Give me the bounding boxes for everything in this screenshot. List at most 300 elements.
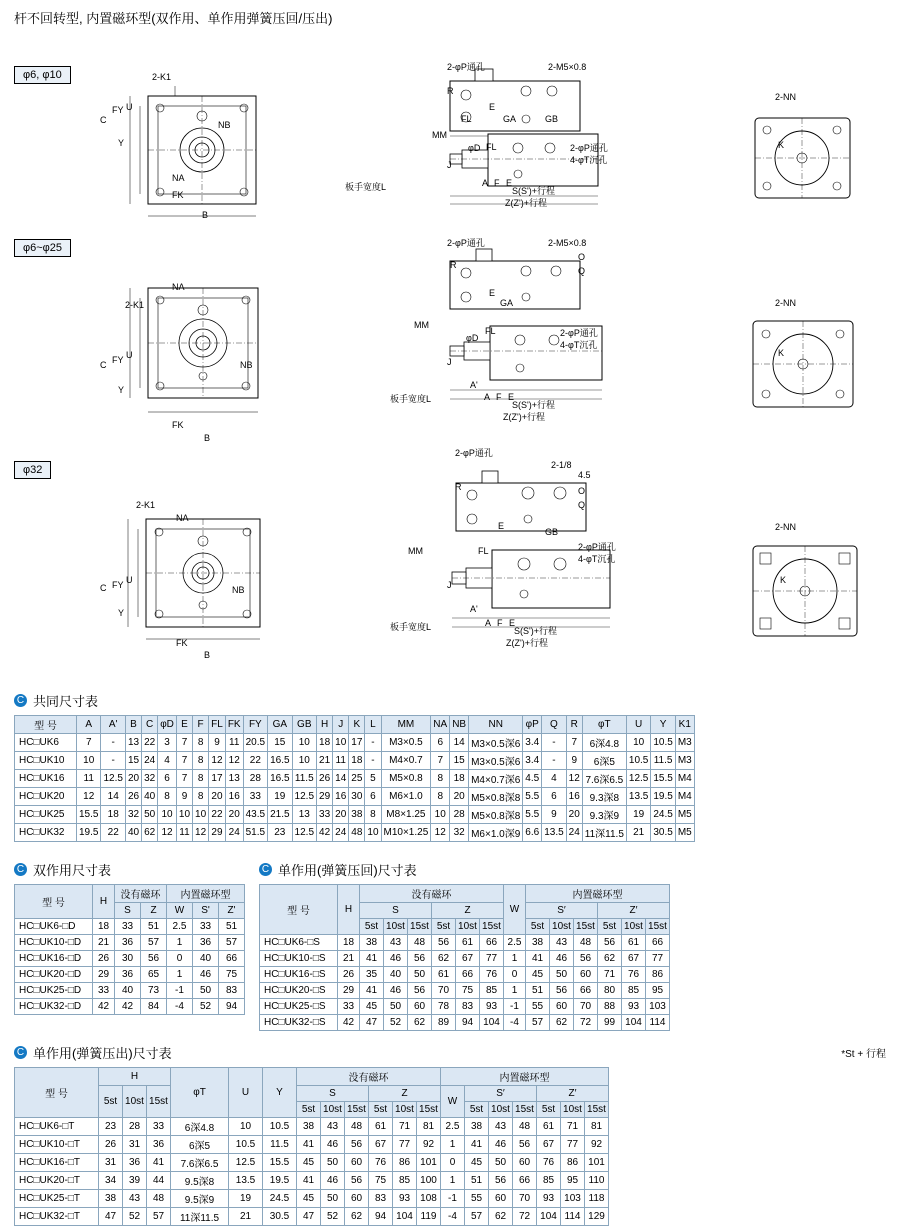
table-cell: 43 <box>123 1190 147 1208</box>
table-cell: 33 <box>115 919 141 935</box>
column-header: 没有磁环 <box>297 1068 441 1086</box>
table-cell: M3×0.5深6 <box>469 752 523 770</box>
fig2-label-2nn: 2-NN <box>775 298 797 308</box>
table-cell: 45 <box>360 999 384 1015</box>
table-cell: 9.3深8 <box>582 788 626 806</box>
fig2-label-fl: FL <box>485 326 496 336</box>
table-row <box>15 999 245 1015</box>
table-cell: 67 <box>537 1136 561 1154</box>
fig3-label-e: E <box>498 521 505 531</box>
column-header: 10st <box>456 919 480 935</box>
fig3-label-pht: 4-φT沉孔 <box>578 554 616 564</box>
table-cell: 25 <box>349 770 365 788</box>
table-cell: 52 <box>384 1015 408 1031</box>
table-cell: 14 <box>333 770 349 788</box>
table-cell: 70 <box>513 1190 537 1208</box>
fig3-label-218: 2-1/8 <box>551 460 572 470</box>
table-cell: 56 <box>408 951 432 967</box>
column-header: φT <box>582 716 626 734</box>
table-cell: 36 <box>193 935 219 951</box>
table-cell: 48 <box>147 1190 171 1208</box>
figure-tag-3: φ32 <box>14 461 51 479</box>
table-cell: 42 <box>115 999 141 1015</box>
fig2-label-pht: 4-φT沉孔 <box>560 340 598 350</box>
column-header: 5st <box>432 919 456 935</box>
table-row <box>260 967 670 983</box>
table-cell: 85 <box>537 1172 561 1190</box>
table-cell: 30 <box>115 951 141 967</box>
table-cell: M10×1.25 <box>381 824 431 842</box>
column-header: S′ <box>465 1086 537 1102</box>
table-cell: 26 <box>338 967 360 983</box>
column-header: Q <box>542 716 566 734</box>
table-cell: 71 <box>561 1118 585 1136</box>
column-header: 10st <box>321 1102 345 1118</box>
table-cell: 83 <box>369 1190 393 1208</box>
table-cell: HC□UK10 <box>15 752 77 770</box>
table-row <box>260 983 670 999</box>
table-cell: HC□UK20 <box>15 788 77 806</box>
fig2-label-s-stroke: S(S')+行程 <box>512 400 555 410</box>
table-cell: 26 <box>93 951 115 967</box>
single-return-title: 单作用(弹簧压回)尺寸表 <box>278 863 417 878</box>
table-cell: 118 <box>585 1190 609 1208</box>
page-title: 杆不回转型, 内置磁环型(双作用、单作用弹簧压回/压出) <box>14 11 333 26</box>
double-acting-title: 双作用尺寸表 <box>33 863 112 878</box>
table-cell: 10.5 <box>263 1118 297 1136</box>
fig3-label-a: A <box>485 618 492 628</box>
fig1-label-gb: GB <box>545 114 559 124</box>
fig3-label-b: B <box>204 650 211 660</box>
fig1-label-r: R <box>447 86 454 96</box>
table-cell: 33 <box>93 983 115 999</box>
fig1-label-c: C <box>100 115 107 125</box>
table-cell: 12.5 <box>626 770 650 788</box>
table-row <box>15 1118 609 1136</box>
table-cell: 11深11.5 <box>582 824 626 842</box>
table-cell: 101 <box>585 1154 609 1172</box>
table-row <box>260 935 670 951</box>
table-cell: 86 <box>646 967 670 983</box>
table-cell: HC□UK16-□S <box>260 967 338 983</box>
column-header: W <box>167 903 193 919</box>
table-cell: 40 <box>193 951 219 967</box>
fig1-label-j: J <box>447 160 452 170</box>
table-cell: 62 <box>550 1015 574 1031</box>
table-cell: 15 <box>268 734 292 752</box>
table-cell: 50 <box>321 1190 345 1208</box>
fig3-label-45: 4.5 <box>578 470 591 480</box>
table-cell: 50 <box>489 1154 513 1172</box>
table-cell: 21 <box>317 752 333 770</box>
table-cell: 88 <box>598 999 622 1015</box>
fig1-label-fl: FL <box>461 114 472 124</box>
table-cell: M3 <box>675 734 694 752</box>
fig3-section-view <box>440 536 655 631</box>
fig1-label-m5: 2-M5×0.8 <box>548 62 587 72</box>
column-header: 15st <box>345 1102 369 1118</box>
table-cell: 1 <box>167 967 193 983</box>
table-cell: 40 <box>125 824 141 842</box>
table-cell: 77 <box>561 1136 585 1154</box>
table-cell: 30.5 <box>651 824 675 842</box>
bullet-icon: C <box>14 863 27 876</box>
table-cell: 13.5 <box>229 1172 263 1190</box>
column-header: C <box>142 716 158 734</box>
fig2-label-2k1: 2-K1 <box>125 300 145 310</box>
column-header: H <box>338 885 360 935</box>
table-cell: 66 <box>646 935 670 951</box>
table-cell: 21 <box>626 824 650 842</box>
single-acting-push-table <box>14 1067 609 1226</box>
table-cell: 11.5 <box>263 1136 297 1154</box>
table-cell: 70 <box>574 999 598 1015</box>
fig2-label-wrench: 板手宽度L <box>390 394 432 404</box>
column-header: 没有磁环 <box>360 885 504 903</box>
table-cell: 56 <box>345 1136 369 1154</box>
table-cell: 56 <box>598 935 622 951</box>
table-cell: HC□UK32-□D <box>15 999 93 1015</box>
table-cell: HC□UK20-□S <box>260 983 338 999</box>
table-cell: 1 <box>441 1136 465 1154</box>
table-cell: 10 <box>176 806 192 824</box>
fig2-label-nb: NB <box>240 360 253 370</box>
table-cell: 32 <box>125 806 141 824</box>
table-cell: 38 <box>349 806 365 824</box>
table-cell: 76 <box>480 967 504 983</box>
table-cell: 26 <box>317 770 333 788</box>
table-cell: -1 <box>504 999 526 1015</box>
fig2-front-view <box>100 256 360 426</box>
table-cell: 45 <box>465 1154 489 1172</box>
table-cell: 13.5 <box>626 788 650 806</box>
table-cell: 15.5 <box>651 770 675 788</box>
table-cell: 8 <box>431 770 450 788</box>
table-cell: 51 <box>526 983 550 999</box>
table-cell: 10 <box>77 752 101 770</box>
table-cell: 43.5 <box>243 806 267 824</box>
column-header: K1 <box>675 716 694 734</box>
table-cell: M5×0.8 <box>381 770 431 788</box>
table-cell: HC□UK32-□S <box>260 1015 338 1031</box>
table-cell: 16 <box>566 788 582 806</box>
table-cell: 19.5 <box>263 1172 297 1190</box>
table-cell: 11 <box>176 824 192 842</box>
table-cell: 12 <box>566 770 582 788</box>
table-cell: 2.5 <box>504 935 526 951</box>
fig3-label-c: C <box>100 583 107 593</box>
column-header: 15st <box>408 919 432 935</box>
column-header: 15st <box>480 919 504 935</box>
table-cell: 24 <box>225 824 243 842</box>
table-cell: 119 <box>417 1208 441 1226</box>
table-cell: 104 <box>622 1015 646 1031</box>
table-cell: 72 <box>574 1015 598 1031</box>
table-cell: 22 <box>101 824 125 842</box>
table-cell: 20 <box>225 806 243 824</box>
table-cell: M5 <box>675 806 694 824</box>
table-cell: 12 <box>431 824 450 842</box>
fig1-label-mm: MM <box>432 130 447 140</box>
table-cell: 7 <box>176 752 192 770</box>
table-cell: 33 <box>243 788 267 806</box>
table-cell: 93 <box>622 999 646 1015</box>
fig1-label-ga: GA <box>503 114 517 124</box>
table-cell: 41 <box>465 1136 489 1154</box>
column-header: MM <box>381 716 431 734</box>
column-header: 15st <box>574 919 598 935</box>
fig2-label-mm: MM <box>414 320 429 330</box>
table-cell: 60 <box>345 1190 369 1208</box>
table-cell: 9 <box>176 788 192 806</box>
table-cell: 60 <box>574 967 598 983</box>
table-row <box>15 1190 609 1208</box>
table-cell: 18 <box>338 935 360 951</box>
table-cell: 10 <box>626 734 650 752</box>
column-header: 5st <box>598 919 622 935</box>
fig2-label-fk: FK <box>172 420 184 430</box>
table-cell: 99 <box>598 1015 622 1031</box>
fig2-label-m5: 2-M5×0.8 <box>548 238 587 248</box>
table-cell: 92 <box>417 1136 441 1154</box>
table-cell: 19 <box>229 1190 263 1208</box>
table-row <box>260 999 670 1015</box>
table-cell: 3.4 <box>523 752 542 770</box>
table-cell: 9 <box>542 806 566 824</box>
column-header: Y <box>651 716 675 734</box>
table-cell: 7 <box>176 734 192 752</box>
fig2-label-e: E <box>489 288 496 298</box>
fig2-label-c: C <box>100 360 107 370</box>
table-cell: 46 <box>321 1172 345 1190</box>
table-cell: M5 <box>675 824 694 842</box>
table-cell: HC□UK25-□D <box>15 983 93 999</box>
table-cell: 6深5 <box>582 752 626 770</box>
column-header: F <box>193 716 209 734</box>
fig2-label-z-stroke: Z(Z')+行程 <box>503 412 545 422</box>
table-cell: M6×1.0 <box>381 788 431 806</box>
table-cell: 20.5 <box>243 734 267 752</box>
table-cell: 61 <box>622 935 646 951</box>
drawing-area <box>0 31 900 681</box>
table-cell: 56 <box>550 983 574 999</box>
common-table-heading <box>14 691 900 710</box>
table-cell: 29 <box>93 967 115 983</box>
table-cell: 41 <box>297 1136 321 1154</box>
table-cell: 50 <box>142 806 158 824</box>
table-cell: 9.5深9 <box>171 1190 229 1208</box>
fig1-label-php-hole: 2-φP通孔 <box>447 62 485 72</box>
table-cell: 85 <box>393 1172 417 1190</box>
column-header: 5st <box>360 919 384 935</box>
table-cell: 10 <box>333 734 349 752</box>
table-cell: 7 <box>77 734 101 752</box>
table-cell: 40 <box>115 983 141 999</box>
table-cell: 21.5 <box>268 806 292 824</box>
column-header: 内置磁环型 <box>526 885 670 903</box>
column-header: φD <box>158 716 177 734</box>
table-row <box>15 734 695 752</box>
table-cell: 85 <box>622 983 646 999</box>
table-cell: 56 <box>574 951 598 967</box>
column-header: Y <box>263 1068 297 1118</box>
column-header: K <box>349 716 365 734</box>
table-cell: 33 <box>317 806 333 824</box>
fig2-label-fy: FY <box>112 355 124 365</box>
table-cell: - <box>365 752 381 770</box>
column-header: S′ <box>526 903 598 919</box>
table-cell: 9 <box>209 734 226 752</box>
table-cell: 89 <box>432 1015 456 1031</box>
column-header: H <box>317 716 333 734</box>
column-header: 15st <box>513 1102 537 1118</box>
table-cell: 10 <box>193 806 209 824</box>
table-cell: 67 <box>369 1136 393 1154</box>
table-cell: 75 <box>219 967 245 983</box>
table-cell: 76 <box>369 1154 393 1172</box>
column-header: GA <box>268 716 292 734</box>
table-row <box>15 919 245 935</box>
table-cell: 104 <box>480 1015 504 1031</box>
table-cell: M4 <box>675 770 694 788</box>
table-cell: 56 <box>489 1172 513 1190</box>
table-cell: 39 <box>123 1172 147 1190</box>
table-cell: 15 <box>450 752 469 770</box>
fig3-label-q: Q <box>578 500 586 510</box>
table-cell: 62 <box>408 1015 432 1031</box>
column-header: NN <box>469 716 523 734</box>
table-cell: 10 <box>158 806 177 824</box>
table-cell: 30 <box>349 788 365 806</box>
column-header: 15st <box>646 919 670 935</box>
table-cell: 11 <box>225 734 243 752</box>
table-cell: 46 <box>321 1136 345 1154</box>
table-cell: 10 <box>292 734 316 752</box>
fig2-label-f: F <box>496 392 502 402</box>
column-header: 10st <box>561 1102 585 1118</box>
table-cell: 36 <box>115 967 141 983</box>
column-header: 5st <box>99 1086 123 1118</box>
table-cell: M3×0.5深6 <box>469 734 523 752</box>
table-cell: 14 <box>101 788 125 806</box>
column-header: FK <box>225 716 243 734</box>
column-header: 型 号 <box>15 1068 99 1118</box>
table-cell: 12 <box>193 824 209 842</box>
table-cell: 16.5 <box>268 770 292 788</box>
table-cell: 42 <box>338 1015 360 1031</box>
fig1-label-a: A <box>482 178 489 188</box>
table-cell: 38 <box>465 1118 489 1136</box>
table-cell: 76 <box>622 967 646 983</box>
table-cell: 33 <box>338 999 360 1015</box>
table-cell: 11 <box>77 770 101 788</box>
column-header: 5st <box>537 1102 561 1118</box>
table-cell: 13 <box>225 770 243 788</box>
column-header: 5st <box>526 919 550 935</box>
table-cell: HC□UK6 <box>15 734 77 752</box>
fig1-label-f: F <box>494 178 500 188</box>
table-cell: 21 <box>338 951 360 967</box>
fig1-label-b: B <box>202 210 209 220</box>
table-cell: 22 <box>243 752 267 770</box>
table-cell: - <box>101 734 125 752</box>
table-cell: 15 <box>125 752 141 770</box>
table-cell: 19 <box>626 806 650 824</box>
table-cell: 66 <box>480 935 504 951</box>
table-cell: 3 <box>158 734 177 752</box>
table-cell: 60 <box>345 1154 369 1172</box>
table-cell: 52 <box>321 1208 345 1226</box>
fig1-label-nb: NB <box>218 120 231 130</box>
column-header: A <box>77 716 101 734</box>
table-cell: 12 <box>158 824 177 842</box>
table-row <box>15 1154 609 1172</box>
fig1-label-fy: FY <box>112 105 124 115</box>
table-cell: HC□UK25-□T <box>15 1190 99 1208</box>
table-cell: 60 <box>408 999 432 1015</box>
table-cell: 31 <box>123 1136 147 1154</box>
fig3-label-j: J <box>447 580 452 590</box>
table-cell: 8 <box>193 788 209 806</box>
fig3-label-e2: E <box>509 618 516 628</box>
table-cell: 62 <box>345 1208 369 1226</box>
table-cell: 23 <box>99 1118 123 1136</box>
table-cell: 24 <box>566 824 582 842</box>
table-cell: 43 <box>384 935 408 951</box>
table-cell: 11深11.5 <box>171 1208 229 1226</box>
table-cell: 103 <box>646 999 670 1015</box>
table-cell: 72 <box>513 1208 537 1226</box>
table-cell: 45 <box>526 967 550 983</box>
column-header: FY <box>243 716 267 734</box>
table-cell: 71 <box>598 967 622 983</box>
table-cell: 52 <box>123 1208 147 1226</box>
table-cell: 30.5 <box>263 1208 297 1226</box>
table-cell: 86 <box>561 1154 585 1172</box>
table-cell: 8 <box>193 734 209 752</box>
table-cell: 83 <box>456 999 480 1015</box>
table-cell: 104 <box>393 1208 417 1226</box>
table-cell: 22 <box>142 734 158 752</box>
fig2-label-r: R <box>450 260 457 270</box>
table-row <box>260 1015 670 1031</box>
fig2-label-a: A <box>484 392 491 402</box>
table-cell: 129 <box>585 1208 609 1226</box>
fig2-label-y: Y <box>118 385 125 395</box>
table-cell: 8 <box>158 788 177 806</box>
table-cell: 41 <box>360 951 384 967</box>
table-cell: 103 <box>561 1190 585 1208</box>
table-cell: 26 <box>125 788 141 806</box>
table-cell: 18 <box>349 752 365 770</box>
fig3-label-a2: A' <box>470 604 478 614</box>
table-cell: 80 <box>598 983 622 999</box>
double-acting-table <box>14 884 245 1015</box>
table-cell: 12 <box>77 788 101 806</box>
table-cell: 19.5 <box>651 788 675 806</box>
table-cell: 6 <box>542 788 566 806</box>
fig3-label-nb: NB <box>232 585 245 595</box>
fig3-label-y: Y <box>118 608 125 618</box>
table-cell: 5.5 <box>523 788 542 806</box>
table-cell: 56 <box>408 983 432 999</box>
table-cell: 18 <box>317 734 333 752</box>
table-cell: 66 <box>513 1172 537 1190</box>
table-row <box>15 885 245 903</box>
table-cell: -4 <box>441 1208 465 1226</box>
table-cell: 56 <box>345 1172 369 1190</box>
table-cell: 28 <box>243 770 267 788</box>
